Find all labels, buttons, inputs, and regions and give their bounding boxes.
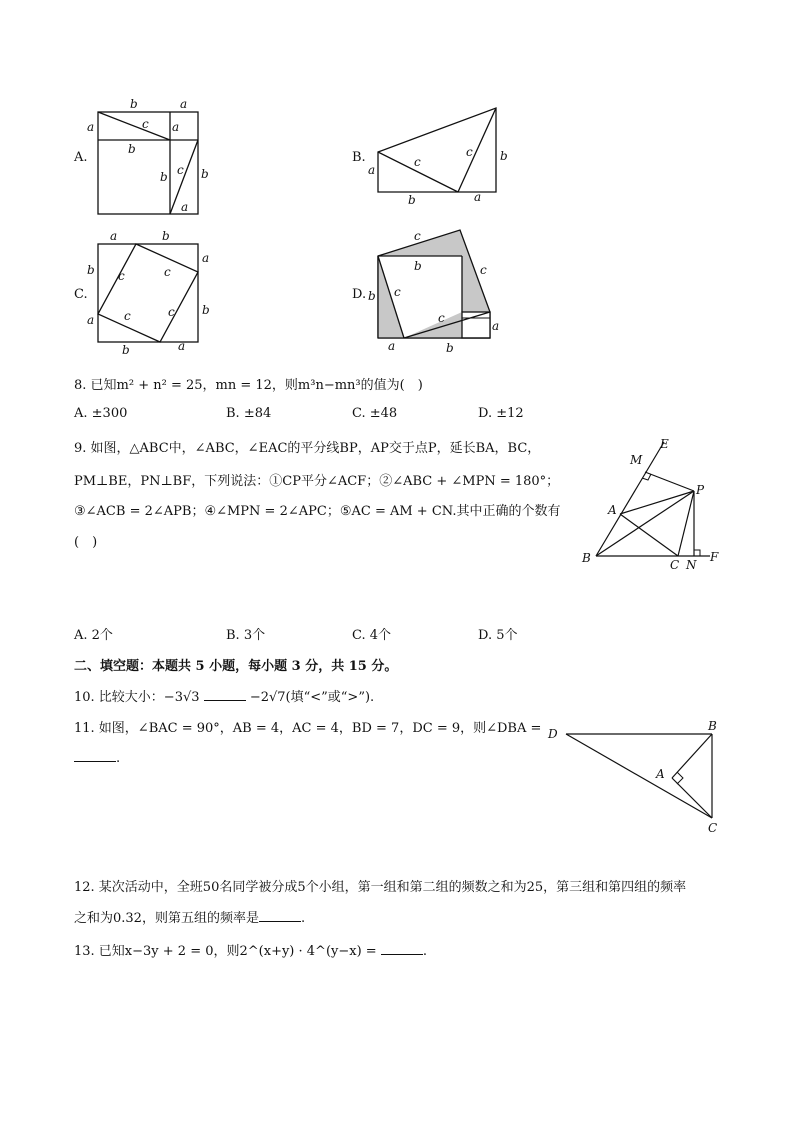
q13-text: [74, 940, 427, 959]
figure-b-option-label: B.: [352, 150, 366, 165]
svg-text:a: a: [172, 120, 180, 134]
q8-option-c: C. ±48: [352, 406, 398, 421]
q10-answer-blank[interactable]: [204, 688, 246, 701]
svg-text:c: c: [414, 229, 421, 243]
svg-text:c: c: [164, 265, 171, 279]
q8-option-a: A. ±300: [74, 406, 128, 421]
svg-text:M: M: [630, 453, 643, 467]
q9-line4: ( ): [74, 535, 98, 550]
svg-text:a: a: [202, 251, 210, 265]
svg-text:F: F: [710, 550, 719, 564]
svg-text:a: a: [474, 190, 482, 204]
svg-text:a: a: [492, 319, 500, 333]
q11-answer-blank[interactable]: [74, 749, 116, 762]
q13-prefix: 13. 已知x−3y + 2 = 0，则2^(x+y) · 4^(y−x) =: [74, 944, 377, 959]
svg-text:c: c: [124, 309, 131, 323]
svg-text:c: c: [394, 285, 401, 299]
svg-text:a: a: [110, 229, 118, 243]
svg-text:c: c: [142, 117, 149, 131]
q13-suffix: .: [422, 944, 427, 959]
label-b: b: [130, 97, 138, 111]
svg-text:A: A: [608, 503, 617, 517]
svg-text:c: c: [414, 155, 421, 169]
q11-triangle-figure: [544, 718, 734, 836]
q9-line3: ③∠ACB = 2∠APB；④∠MPN = 2∠APC；⑤AC = AM + CN.其中正确的个数有: [74, 504, 561, 519]
q9-line2: PM⊥BE，PN⊥BF，下列说法：①CP平分∠ACF；②∠ABC + ∠MPN = 180°；: [74, 474, 560, 489]
svg-text:C: C: [708, 821, 718, 835]
svg-text:D: D: [548, 727, 558, 741]
q11-suffix: .: [116, 751, 121, 766]
svg-text:a: a: [180, 97, 188, 111]
svg-text:b: b: [408, 193, 416, 207]
q9-option-a: A. 2个: [74, 628, 113, 643]
svg-text:b: b: [500, 149, 508, 163]
figure-c-option-label: C.: [74, 287, 88, 302]
q10-suffix: −2√7(填“<”或“>”).: [249, 690, 375, 705]
q13-answer-blank[interactable]: [381, 942, 423, 955]
svg-text:b: b: [162, 229, 170, 243]
svg-text:c: c: [438, 311, 445, 325]
q11-line1: 11. 如图，∠BAC = 90°，AB = 4，AC = 4，BD = 7，DC = 9，则∠DBA =: [74, 721, 542, 736]
figure-d-diagram: [364, 226, 514, 358]
figure-a-option-label: A.: [74, 150, 88, 165]
q9-line1: 9. 如图，△ABC中，∠ABC，∠EAC的平分线BP，AP交于点P，延长BA，BC，: [74, 441, 541, 456]
q11-line2: [74, 749, 120, 766]
q8-stem: 8. 已知m² + n² = 25，mn = 12，则m³n−mn³的值为( ): [74, 378, 423, 393]
svg-text:P: P: [696, 483, 705, 497]
figure-a-diagram: [84, 96, 214, 218]
svg-text:b: b: [446, 341, 454, 355]
svg-text:a: a: [181, 200, 189, 214]
svg-text:E: E: [660, 437, 669, 451]
section-2-heading: 二、填空题：本题共 5 小题，每小题 3 分，共 15 分。: [74, 659, 398, 674]
svg-text:a: a: [87, 313, 95, 327]
q12-line1: 12. 某次活动中，全班50名同学被分成5个小组，第一组和第二组的频数之和为25，第三组和第四组的频率: [74, 880, 687, 895]
q9-option-d: D. 5个: [478, 628, 518, 643]
svg-text:c: c: [168, 305, 175, 319]
q9-option-b: B. 3个: [226, 628, 266, 643]
svg-text:c: c: [480, 263, 487, 277]
svg-text:a: a: [368, 163, 376, 177]
svg-text:c: c: [466, 145, 473, 159]
figure-b-diagram: [364, 104, 514, 208]
svg-text:b: b: [87, 263, 95, 277]
q12-line2-prefix: 之和为0.32，则第五组的频率是: [74, 911, 259, 926]
figure-c-diagram: [84, 229, 214, 357]
figure-d-option-label: D.: [352, 287, 367, 302]
svg-text:b: b: [128, 142, 136, 156]
svg-text:N: N: [686, 558, 697, 572]
svg-text:A: A: [656, 767, 665, 781]
q8-option-b: B. ±84: [226, 406, 272, 421]
q9-option-c: C. 4个: [352, 628, 392, 643]
svg-text:c: c: [118, 269, 125, 283]
svg-text:C: C: [670, 558, 680, 572]
svg-text:b: b: [368, 289, 376, 303]
q12-line2: [74, 907, 305, 926]
q10-prefix: 10. 比较大小：−3√3: [74, 690, 200, 705]
q8-option-d: D. ±12: [478, 406, 524, 421]
svg-text:b: b: [160, 170, 168, 184]
q12-suffix: .: [300, 911, 306, 926]
svg-text:a: a: [388, 339, 396, 353]
svg-text:c: c: [177, 163, 184, 177]
svg-text:B: B: [708, 719, 717, 733]
q9-triangle-figure: [576, 434, 726, 574]
q10-text: [74, 686, 374, 705]
svg-text:a: a: [178, 339, 186, 353]
svg-text:b: b: [202, 303, 210, 317]
svg-text:B: B: [582, 551, 591, 565]
svg-text:b: b: [414, 259, 422, 273]
q12-answer-blank[interactable]: [259, 909, 301, 922]
svg-text:a: a: [87, 120, 95, 134]
svg-text:b: b: [122, 343, 130, 357]
svg-text:b: b: [201, 167, 209, 181]
